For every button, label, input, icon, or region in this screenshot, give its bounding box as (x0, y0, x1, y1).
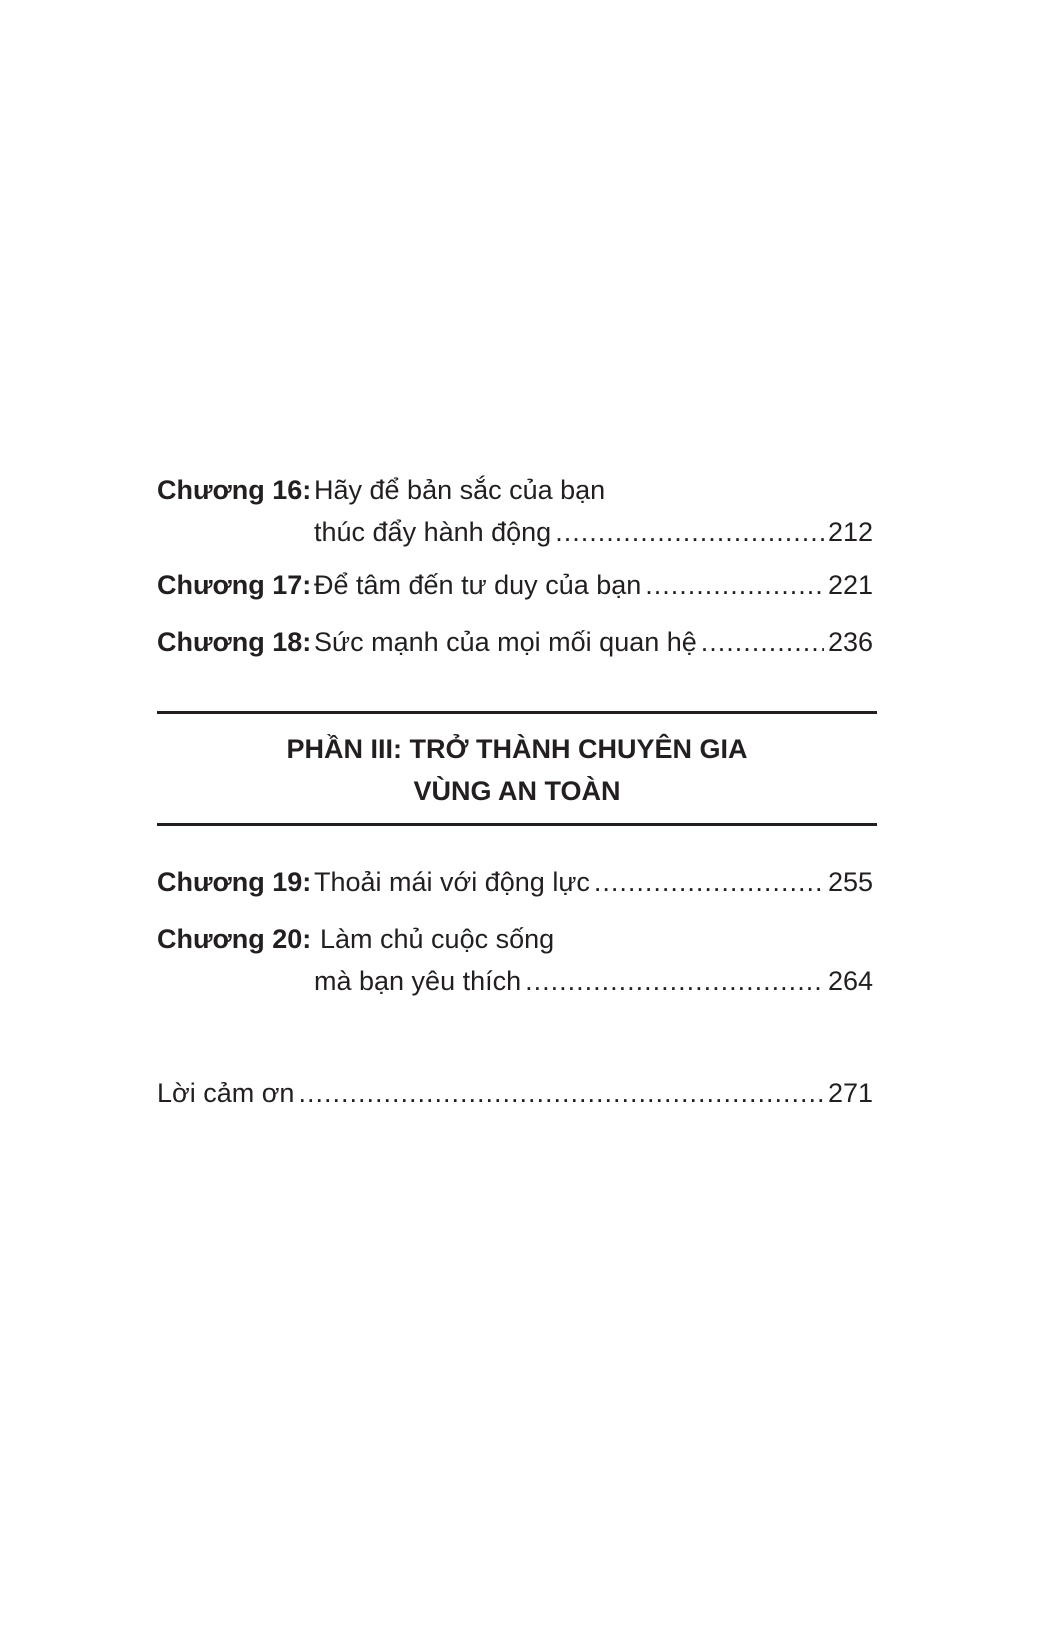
dot-leader (701, 622, 824, 662)
acknowledgements-text: Lời cảm ơn (157, 1078, 295, 1108)
chapter-title-line1 (314, 862, 873, 902)
part-title (157, 728, 877, 812)
dot-leader (594, 862, 824, 902)
chapter-title-text: Thoải mái với động lực (314, 867, 590, 897)
dot-leader (555, 512, 824, 552)
chapter-title-line1 (314, 622, 873, 662)
chapter-label: Chương 19: (157, 867, 312, 897)
chapter-label: Chương 17: (157, 570, 312, 600)
chapter-title-text: thúc đẩy hành động (314, 517, 552, 547)
chapter-title-line1 (314, 565, 873, 605)
toc-entry-chapter-19 (157, 862, 873, 904)
page-number: 264 (827, 966, 873, 996)
page-number: 221 (827, 570, 873, 600)
dot-leader (645, 565, 824, 605)
page-number: 236 (827, 627, 873, 657)
page-number: 255 (827, 867, 873, 897)
page-number: 212 (827, 517, 873, 547)
dot-leader (298, 1073, 823, 1113)
toc-entry-chapter-18 (157, 622, 873, 664)
chapter-label: Chương 18: (157, 627, 312, 657)
toc-entry-chapter-16 (157, 470, 873, 554)
chapter-title-line2 (314, 512, 873, 552)
part-title-line2: VÙNG AN TOÀN (413, 776, 621, 806)
chapter-label: Chương 16: (157, 475, 312, 505)
toc-entry-chapter-17 (157, 565, 873, 607)
chapter-title-line1: Hãy để bản sắc của bạn (314, 475, 606, 505)
chapter-label: Chương 20: (157, 924, 312, 954)
chapter-title-text: Để tâm đến tư duy của bạn (314, 570, 642, 600)
section-rule-top (157, 711, 877, 714)
chapter-title-line1: Làm chủ cuộc sống (320, 924, 555, 954)
chapter-title-text: Sức mạnh của mọi mối quan hệ (314, 627, 697, 657)
part-title-line1: PHẦN III: TRỞ THÀNH CHUYÊN GIA (286, 734, 748, 764)
chapter-title-text: mà bạn yêu thích (314, 966, 522, 996)
chapter-title-line2 (314, 961, 873, 1001)
dot-leader (525, 961, 824, 1001)
section-rule-bottom (157, 823, 877, 826)
toc-entry-acknowledgements (157, 1073, 873, 1115)
page-number: 271 (827, 1078, 873, 1108)
toc-entry-chapter-20 (157, 919, 873, 1003)
